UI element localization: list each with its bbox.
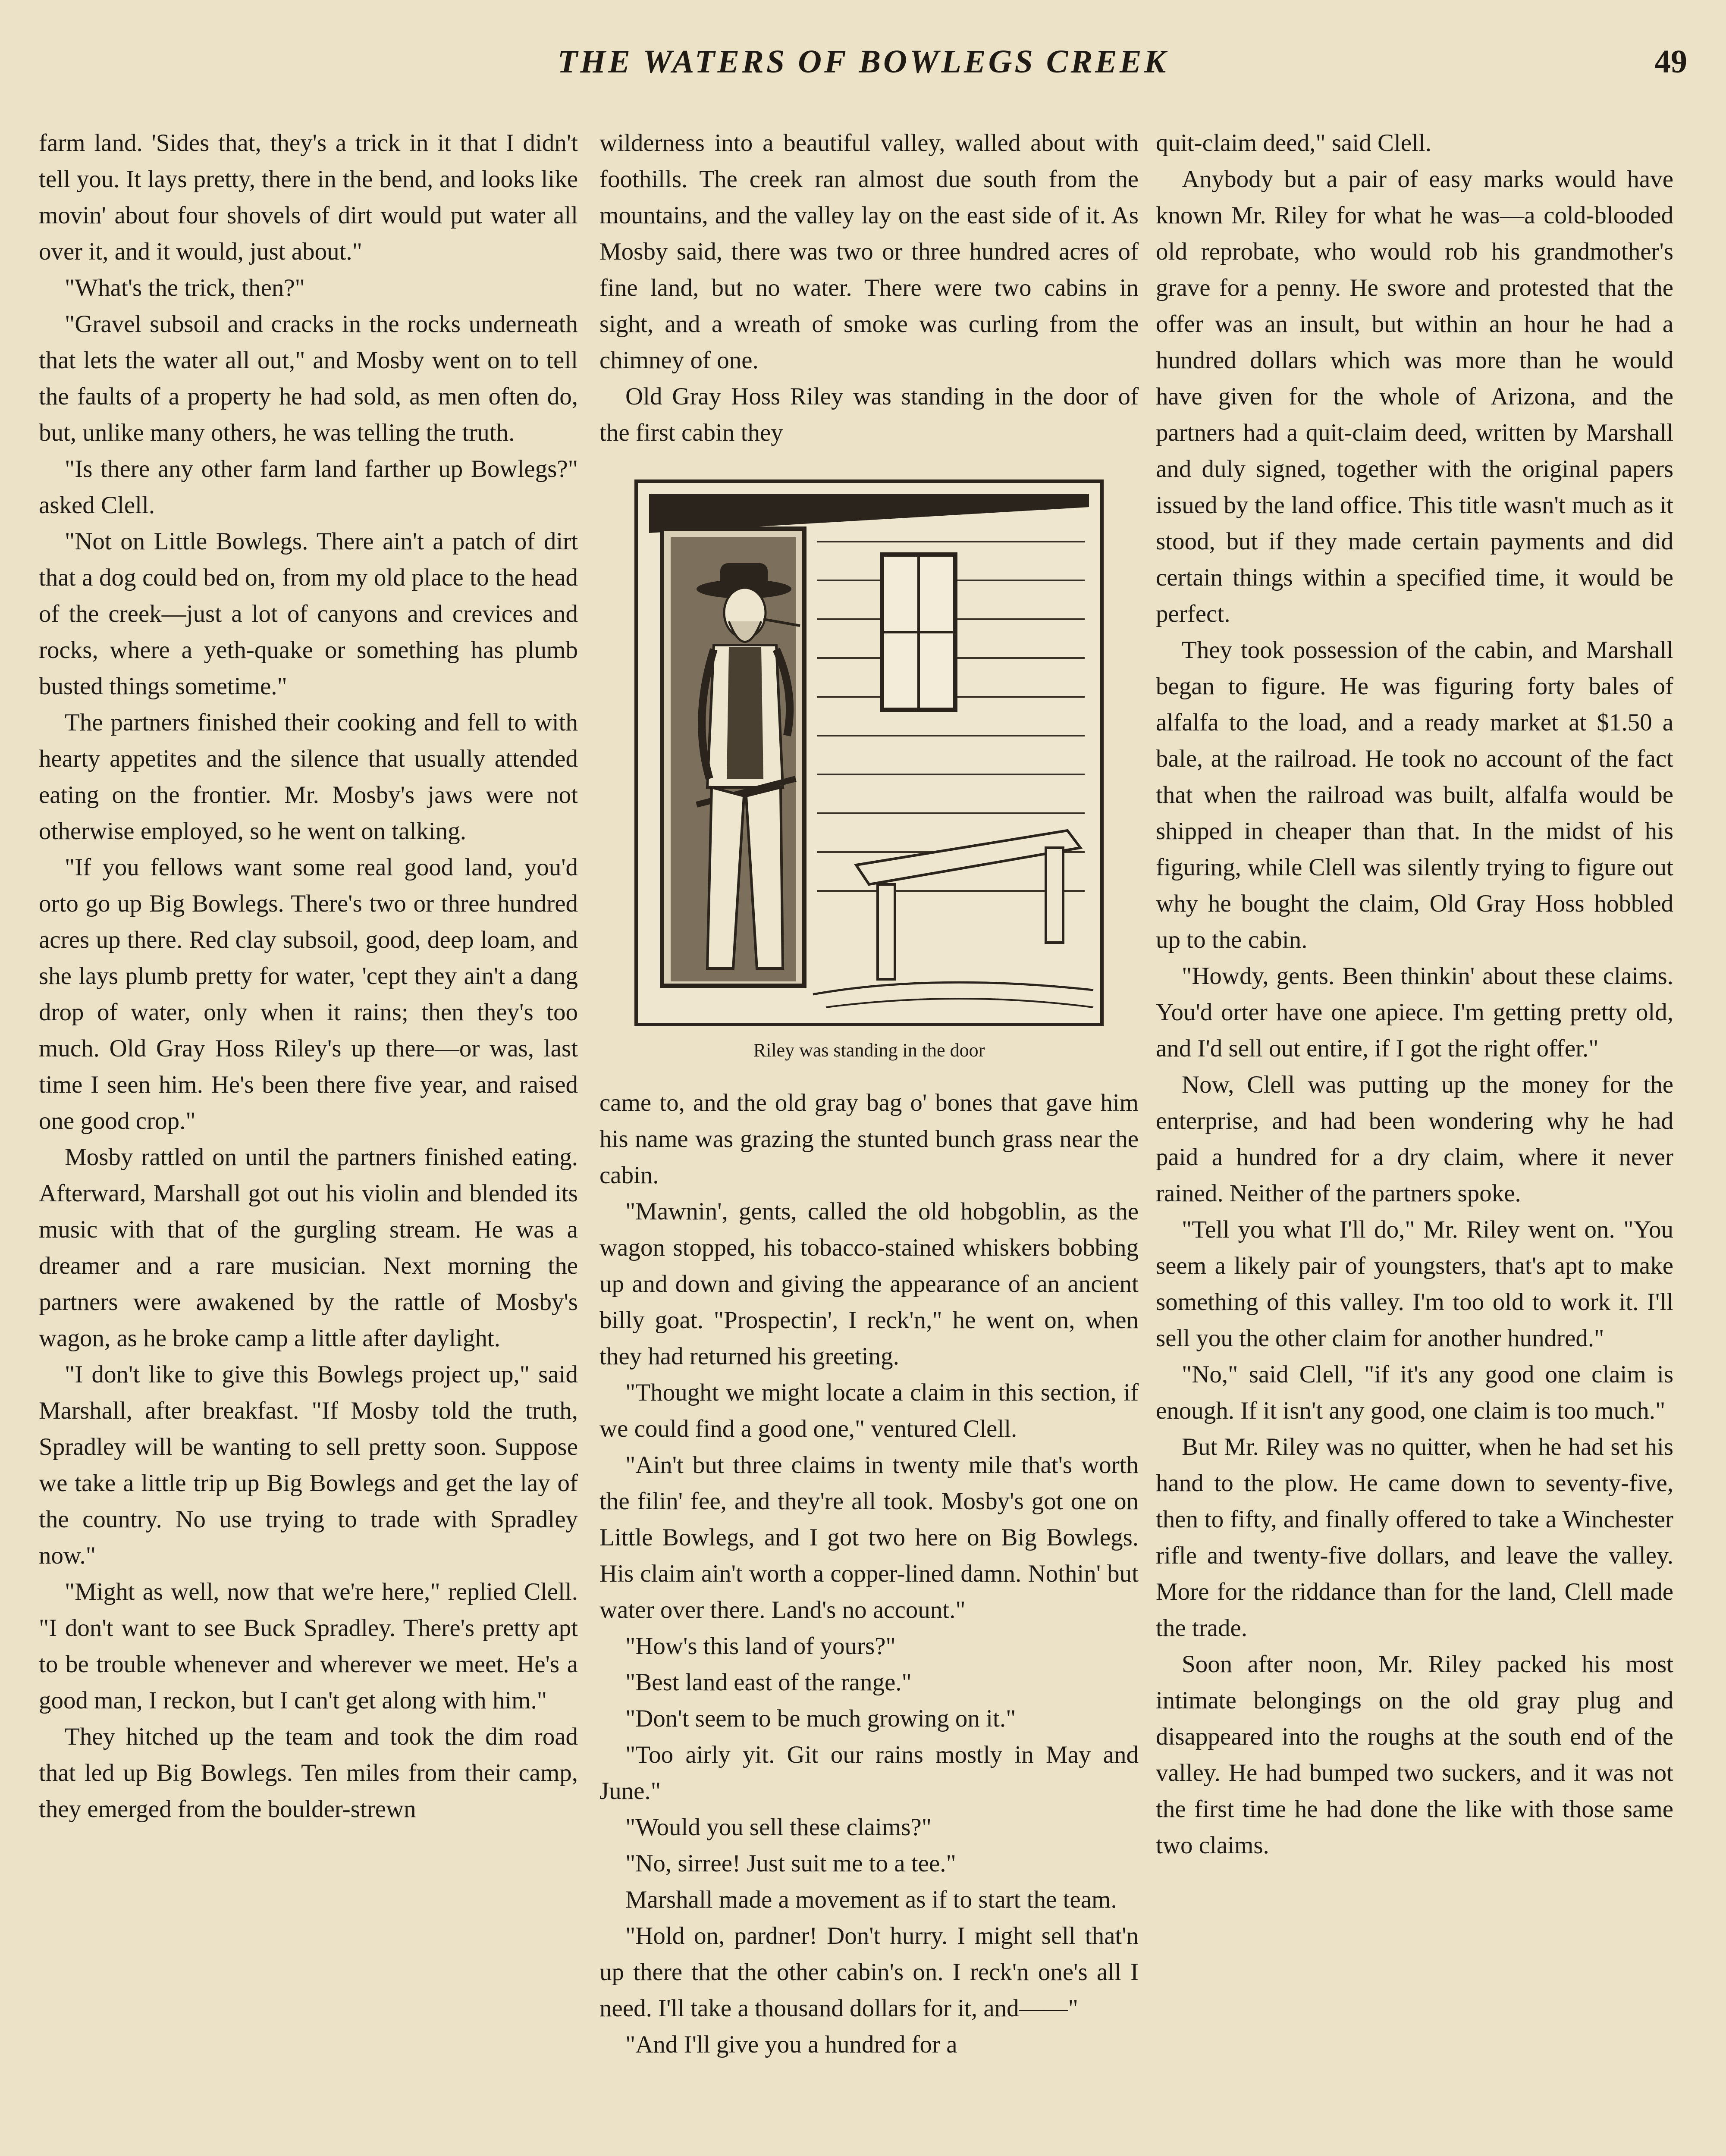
paragraph: Marshall made a movement as if to start the team. bbox=[625, 1886, 1117, 1913]
paragraph: Now, Clell was putting up the money for the enterprise, and had been wondering why he had paid a hundred for a dry claim, where it never rained. Neither of the partners spoke. bbox=[1156, 1071, 1673, 1207]
riley-in-doorway-illustration bbox=[632, 477, 1106, 1029]
paragraph: "Not on Little Bowlegs. There ain't a patch of dirt that a dog could bed on, from my old place to the head of the creek—just a lot of canyons and crevices and rocks, where a yeth-quake or something has plumb busted things sometime." bbox=[39, 528, 578, 700]
paragraph: Soon after noon, Mr. Riley packed his most intimate belongings on the old gray plug and disappeared into the roughs at the south end of the valley. He had bumped two suckers, and it was not the first time he had done the like with those same two claims. bbox=[1156, 1651, 1673, 1859]
paragraph: "Would you sell these claims?" bbox=[625, 1814, 932, 1841]
illustration bbox=[599, 477, 1139, 1063]
paragraph: "No," said Clell, "if it's any good one claim is enough. If it isn't any good, one claim is too much." bbox=[1156, 1361, 1673, 1424]
paragraph: "How's this land of yours?" bbox=[625, 1633, 896, 1660]
text-column-1 bbox=[39, 125, 578, 1827]
paragraph: The partners finished their cooking and fell to with hearty appetites and the silence that usually attended eating on the frontier. Mr. Mosby's jaws were not otherwise employed, so he went on talking. bbox=[39, 709, 578, 845]
paragraph: Old Gray Hoss Riley was standing in the door of the first cabin they bbox=[599, 383, 1139, 446]
paragraph: quit-claim deed," said Clell. bbox=[1156, 129, 1432, 157]
text-column-2 bbox=[599, 125, 1139, 2063]
paragraph: "Don't seem to be much growing on it." bbox=[625, 1705, 1016, 1732]
running-title: THE WATERS OF BOWLEGS CREEK bbox=[557, 44, 1169, 80]
paragraph: "Ain't but three claims in twenty mile that's worth the filin' fee, and they're all took. Mosby's got one on Little Bowlegs, and I got two here on Big Bowlegs. His claim ain't worth a copper-lined damn. Nothin' but water over there. Land's no account." bbox=[599, 1451, 1139, 1623]
figure-caption: Riley was standing in the door bbox=[753, 1040, 985, 1061]
paragraph: They took possession of the cabin, and Marshall began to figure. He was figuring forty bales of alfalfa to the load, and a ready market at $1.50 a bale, at the railroad. He took no account of the fact that when the railroad was built, alfalfa would be shipped in cheaper than that. In the midst of his figuring, while Clell was silently trying to figure out why he bought the claim, Old Gray Hoss hobbled up to the cabin. bbox=[1156, 636, 1673, 953]
paragraph: Anybody but a pair of easy marks would have known Mr. Riley for what he was—a cold-blooded old reprobate, who would rob his grandmother's grave for a penny. He swore and protested that the offer was an insult, but within an hour he had a hundred dollars which was more than he would have given for the whole of Arizona, and the partners had a quit-claim deed, written by Marshall and duly signed, together with the original papers issued by the land office. This title wasn't much as it stood, but if they made certain payments and did certain things within a specified time, it would be perfect. bbox=[1156, 166, 1673, 627]
paragraph: Mosby rattled on until the partners finished eating. Afterward, Marshall got out his violin and blended its music with that of the gurgling stream. He was a dreamer and a rare musician. Next morning the partners were awakened by the rattle of Mosby's wagon, as he broke camp a little after daylight. bbox=[39, 1144, 578, 1352]
paragraph: "Too airly yit. Git our rains mostly in May and June." bbox=[599, 1741, 1139, 1805]
text-column-3 bbox=[1156, 125, 1673, 1864]
paragraph: "Tell you what I'll do," Mr. Riley went on. "You seem a likely pair of youngsters, that's apt to make something of this valley. I'm too old to work it. I'll sell you the other claim for another hundred." bbox=[1156, 1216, 1673, 1352]
paragraph: But Mr. Riley was no quitter, when he had set his hand to the plow. He came down to seventy-five, then to fifty, and finally offered to take a Winchester rifle and twenty-five dollars, and leave the valley. More for the riddance than for the land, Clell made the trade. bbox=[1156, 1433, 1673, 1642]
page-header bbox=[39, 43, 1687, 95]
paragraph: "Is there any other farm land farther up Bowlegs?" asked Clell. bbox=[39, 455, 578, 519]
paragraph: came to, and the old gray bag o' bones that gave him his name was grazing the stunted bunch grass near the cabin. bbox=[599, 1089, 1139, 1189]
paragraph: "What's the trick, then?" bbox=[65, 274, 305, 301]
paragraph: "Mawnin', gents, called the old hobgoblin, as the wagon stopped, his tobacco-stained whiskers bobbing up and down and giving the appearance of an ancient billy goat. "Prospectin', I reck'n," he went on, when they had returned his greeting. bbox=[599, 1198, 1139, 1370]
paragraph: "No, sirree! Just suit me to a tee." bbox=[625, 1850, 956, 1877]
paragraph: "I don't like to give this Bowlegs project up," said Marshall, after breakfast. "If Mosby told the truth, Spradley will be wanting to sell pretty soon. Suppose we take a little trip up Big Bowlegs and get the lay of the country. No use trying to trade with Spradley now." bbox=[39, 1361, 578, 1569]
paragraph: farm land. 'Sides that, they's a trick in it that I didn't tell you. It lays pretty, there in the bend, and looks like movin' about four shovels of dirt would put water all over it, and it would, just about." bbox=[39, 129, 578, 265]
paragraph: "Gravel subsoil and cracks in the rocks underneath that lets the water all out," and Mosby went on to tell the faults of a property he had sold, as men often do, but, unlike many others, he was telling the truth. bbox=[39, 310, 578, 446]
paragraph: They hitched up the team and took the dim road that led up Big Bowlegs. Ten miles from their camp, they emerged from the boulder-strewn bbox=[39, 1723, 578, 1823]
paragraph: "And I'll give you a hundred for a bbox=[625, 2031, 957, 2058]
paragraph: "Might as well, now that we're here," replied Clell. "I don't want to see Buck Spradley. There's pretty apt to be trouble whenever and wherever we meet. He's a good man, I reckon, but I can't get along with him." bbox=[39, 1578, 578, 1714]
paragraph: "Hold on, pardner! Don't hurry. I might sell that'n up there that the other cabin's on. I reck'n one's all I need. I'll take a thousand dollars for it, and——" bbox=[599, 1922, 1139, 2022]
paragraph: "Howdy, gents. Been thinkin' about these claims. You'd orter have one apiece. I'm getting pretty old, and I'd sell out entire, if I got the right offer." bbox=[1156, 962, 1673, 1062]
paragraph: wilderness into a beautiful valley, walled about with foothills. The creek ran almost due south from the mountains, and the valley lay on the east side of it. As Mosby said, there was two or three hundred acres of fine land, but no water. There were two cabins in sight, and a wreath of smoke was curling from the chimney of one. bbox=[599, 129, 1139, 374]
paragraph: "If you fellows want some real good land, you'd orto go up Big Bowlegs. There's two or three hundred acres up there. Red clay subsoil, good, deep loam, and she lays plumb pretty for water, 'cept they ain't a dang drop of water, only when it rains; then they's too much. Old Gray Hoss Riley's up there—or was, last time I seen him. He's been there five year, and raised one good crop." bbox=[39, 854, 578, 1134]
page-number: 49 bbox=[1654, 44, 1687, 80]
paragraph: "Best land east of the range." bbox=[625, 1669, 912, 1696]
paragraph: "Thought we might locate a claim in this section, if we could find a good one," ventured Clell. bbox=[599, 1379, 1139, 1442]
